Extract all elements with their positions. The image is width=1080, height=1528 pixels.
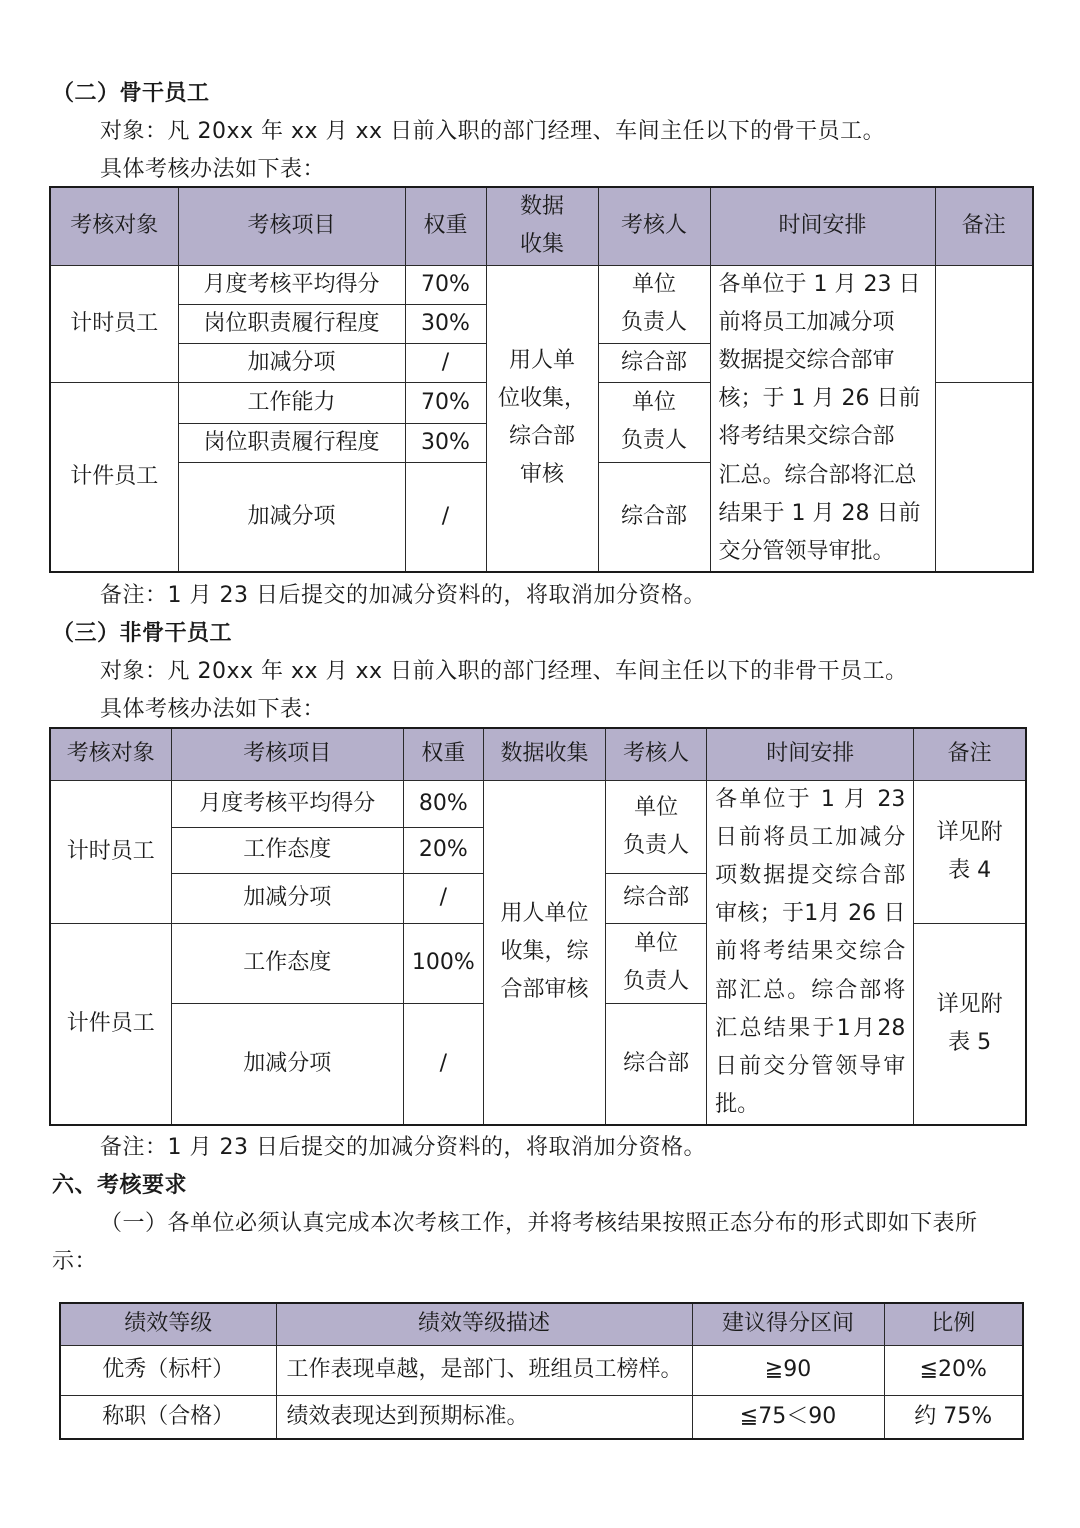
- section6-paragraph: （一）各单位必须认真完成本次考核工作，并将考核结果按照正态分布的形式即如下表所: [100, 1211, 978, 1236]
- table-row-item: 工作态度: [171, 827, 403, 873]
- performance-grade-table: [59, 1302, 1024, 1440]
- table-row-item: 月度考核平均得分: [178, 265, 405, 304]
- header-collect: 数据收集: [483, 728, 605, 780]
- grade-ratio: ≦20%: [884, 1345, 1023, 1395]
- grade-ratio: 约 75%: [884, 1395, 1023, 1439]
- header-object: 考核对象: [50, 728, 171, 780]
- table-row-weight: 100%: [403, 923, 483, 1003]
- section2-intro: 具体考核办法如下表：: [100, 157, 326, 182]
- table-row-item: 加减分项: [171, 1003, 403, 1125]
- header-schedule: 时间安排: [710, 187, 935, 265]
- table-row-weight: /: [405, 343, 486, 382]
- group-hourly: 计时员工: [50, 780, 171, 923]
- rater-unit: 单位 负责人: [606, 923, 707, 1003]
- header-schedule: 时间安排: [707, 728, 914, 780]
- table-row-item: 加减分项: [171, 873, 403, 923]
- table-row-item: 工作态度: [171, 923, 403, 1003]
- table-row-weight: 30%: [405, 304, 486, 343]
- remark-piece: 详见附 表 5: [914, 923, 1026, 1125]
- header-score-range: 建议得分区间: [692, 1303, 884, 1345]
- section3-note: 备注：1 月 23 日后提交的加减分资料的，将取消加分资格。: [100, 1135, 706, 1160]
- table-row-weight: 80%: [403, 780, 483, 827]
- header-weight: 权重: [403, 728, 483, 780]
- grade-desc: 工作表现卓越，是部门、班组员工榜样。: [276, 1345, 692, 1395]
- table-row-weight: 30%: [405, 423, 486, 462]
- header-grade: 绩效等级: [60, 1303, 276, 1345]
- rater-dept: 综合部: [606, 1003, 707, 1125]
- table-row-weight: /: [405, 462, 486, 572]
- header-remark: 备注: [914, 728, 1026, 780]
- group-piece: 计件员工: [50, 382, 178, 572]
- table-row-weight: /: [403, 873, 483, 923]
- grade-level: 称职（合格）: [60, 1395, 276, 1439]
- table-row-item: 月度考核平均得分: [171, 780, 403, 827]
- grade-range: ≧90: [692, 1345, 884, 1395]
- rater-unit: 单位 负责人: [598, 265, 710, 343]
- header-collect: 数据 收集: [486, 187, 598, 265]
- section2-note: 备注：1 月 23 日后提交的加减分资料的，将取消加分资格。: [100, 583, 706, 608]
- table-row-weight: 20%: [403, 827, 483, 873]
- section3-intro: 具体考核办法如下表：: [100, 697, 326, 722]
- header-remark: 备注: [935, 187, 1033, 265]
- table-row-item: 工作能力: [178, 382, 405, 423]
- grade-level: 优秀（标杆）: [60, 1345, 276, 1395]
- header-rater: 考核人: [606, 728, 707, 780]
- collect-cell: 用人单 位收集， 综合部 审核: [486, 265, 598, 572]
- table-row-item: 加减分项: [178, 462, 405, 572]
- header-item: 考核项目: [171, 728, 403, 780]
- grade-range: ≦75＜90: [692, 1395, 884, 1439]
- section6-heading: 六、考核要求: [52, 1173, 188, 1198]
- header-grade-desc: 绩效等级描述: [276, 1303, 692, 1345]
- group-piece: 计件员工: [50, 923, 171, 1125]
- section3-object: 对象：凡 20xx 年 xx 月 xx 日前入职的部门经理、车间主任以下的非骨干员工。: [100, 659, 908, 684]
- non-core-staff-table: [49, 727, 1027, 1126]
- table-row-weight: 70%: [405, 382, 486, 423]
- schedule-cell: 各单位于 1 月 23 日前将员工加减分项数据提交综合部审核；于1月 26 日前将考结果交综合部汇总。综合部将汇总结果于1月28日前交分管领导审批。: [707, 780, 914, 1125]
- core-staff-table: [49, 186, 1034, 573]
- header-object: 考核对象: [50, 187, 178, 265]
- table-row-item: 岗位职责履行程度: [178, 304, 405, 343]
- remark-piece: [935, 382, 1033, 572]
- schedule-cell: 各单位于 1 月 23 日 前将员工加减分项 数据提交综合部审 核；于 1 月 26 日前 将考结果交综合部 汇总。综合部将汇总 结果于 1 月 28 日前 交分管领导审批。: [710, 265, 935, 572]
- remark-hourly: [935, 265, 1033, 382]
- collect-cell: 用人单位 收集，综 合部审核: [483, 780, 605, 1125]
- grade-desc: 绩效表现达到预期标准。: [276, 1395, 692, 1439]
- header-ratio: 比例: [884, 1303, 1023, 1345]
- rater-dept: 综合部: [606, 873, 707, 923]
- rater-unit: 单位 负责人: [598, 382, 710, 462]
- header-rater: 考核人: [598, 187, 710, 265]
- section3-heading: （三）非骨干员工: [52, 621, 233, 646]
- group-hourly: 计时员工: [50, 265, 178, 382]
- section2-heading: （二）骨干员工: [52, 81, 210, 106]
- header-item: 考核项目: [178, 187, 405, 265]
- rater-dept: 综合部: [598, 343, 710, 382]
- remark-hourly: 详见附 表 4: [914, 780, 1026, 923]
- table-row-weight: 70%: [405, 265, 486, 304]
- section6-paragraph-cont: 示：: [52, 1249, 98, 1274]
- header-weight: 权重: [405, 187, 486, 265]
- rater-unit: 单位 负责人: [606, 780, 707, 873]
- table-row-weight: /: [403, 1003, 483, 1125]
- rater-dept: 综合部: [598, 462, 710, 572]
- table-row-item: 岗位职责履行程度: [178, 423, 405, 462]
- section2-object: 对象：凡 20xx 年 xx 月 xx 日前入职的部门经理、车间主任以下的骨干员工。: [100, 119, 886, 144]
- table-row-item: 加减分项: [178, 343, 405, 382]
